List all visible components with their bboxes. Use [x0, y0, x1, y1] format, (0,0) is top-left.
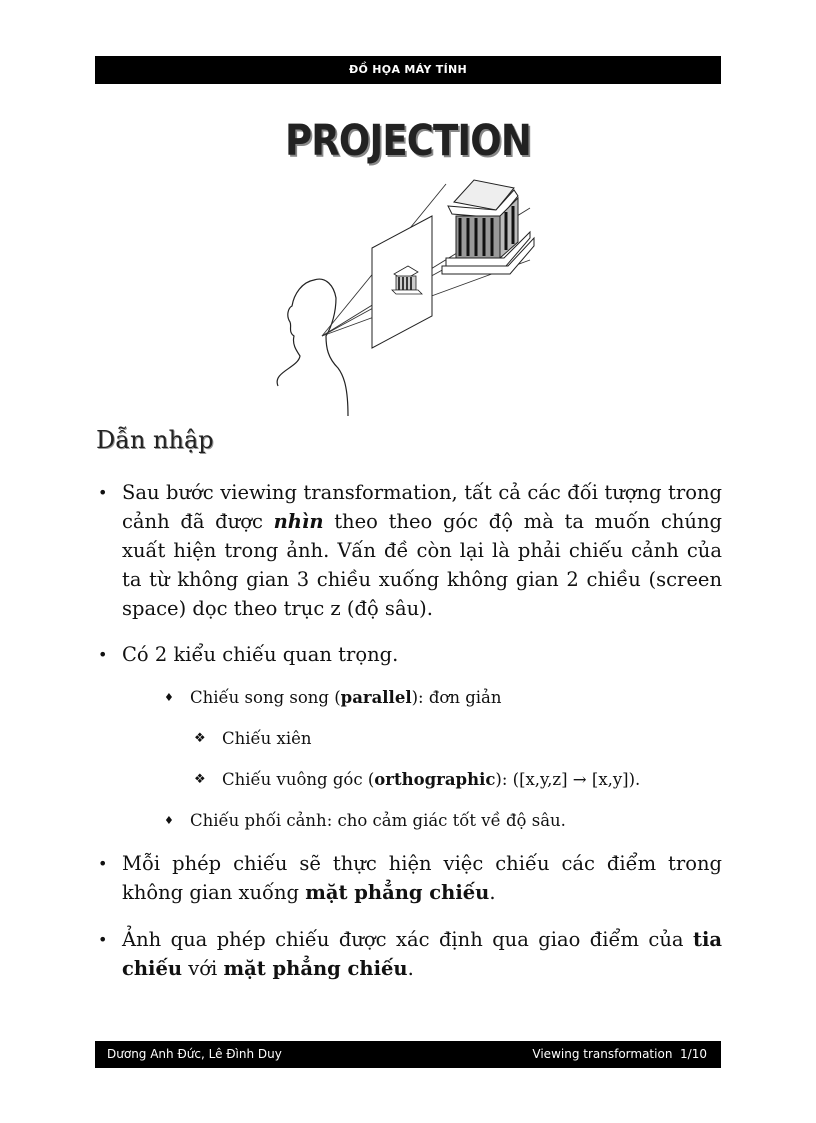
subsub-item [96, 769, 722, 791]
bullet-text: Ảnh qua phép chiếu được xác định qua giao điểm của [122, 928, 693, 951]
section-heading: Dẫn nhập [96, 426, 214, 454]
head-silhouette [277, 279, 348, 416]
clover-icon: ❖ [194, 731, 206, 746]
footer-bar [95, 1041, 721, 1068]
bullet-emphasis: nhìn [273, 510, 324, 533]
bullet-item [96, 640, 722, 669]
sub-text: ): đơn giản [411, 688, 502, 707]
sub-text: Chiếu phối cảnh: cho cảm giác tốt về độ sâu. [190, 811, 566, 830]
bullet-icon: • [98, 854, 108, 873]
header-bar [95, 56, 721, 84]
footer-authors: Dương Anh Đức, Lê Đình Duy [107, 1047, 282, 1061]
content [96, 478, 722, 983]
subsub-item [96, 728, 722, 750]
bullet-bold: mặt phẳng chiếu [305, 881, 490, 904]
bullet-bold: tia chiếu [122, 928, 722, 980]
subsub-text: Chiếu vuông góc ( [222, 770, 375, 789]
projection-illustration [268, 176, 558, 420]
subsub-text: Chiếu xiên [222, 729, 312, 748]
page-title: PROJECTION [285, 116, 531, 166]
sub-text: Chiếu song song ( [190, 688, 341, 707]
diamond-icon: ♦ [164, 814, 174, 827]
bullet-item [96, 925, 722, 983]
bullet-text: Có 2 kiểu chiếu quan trọng. [122, 643, 399, 666]
bullet-text: Sau bước viewing transformation, tất cả các đối tượng trong cảnh đã được [122, 481, 722, 533]
bullet-icon: • [98, 645, 108, 664]
clover-icon: ❖ [194, 772, 206, 787]
bullet-icon: • [98, 930, 108, 949]
bullet-item [96, 849, 722, 907]
temple-building [442, 180, 534, 274]
bullet-text: với [182, 957, 224, 980]
subsub-text: ): ([x,y,z] → [x,y]). [495, 770, 641, 789]
footer-page-info: Viewing transformation 1/10 [532, 1047, 707, 1061]
subsub-bold: orthographic [374, 770, 496, 789]
bullet-text: . [407, 957, 414, 980]
bullet-text: Mỗi phép chiếu sẽ thực hiện việc chiếu các điểm trong không gian xuống [122, 852, 722, 904]
bullet-text: theo theo góc độ mà ta muốn chúng xuất hiện trong ảnh. Vấn đề còn lại là phải chiếu cảnh của ta từ không gian 3 chiều xuống không gian 2 chiều (screen space) dọc theo trục z (độ sâu). [122, 510, 722, 620]
sub-item [96, 687, 722, 709]
projection-diagram [268, 176, 558, 420]
bullet-item [96, 478, 722, 623]
sub-bold: parallel [340, 688, 412, 707]
bullet-bold: mặt phẳng chiếu [223, 957, 408, 980]
bullet-icon: • [98, 483, 108, 502]
header-title: ĐỒ HỌA MÁY TÍNH [348, 63, 467, 76]
diamond-icon: ♦ [164, 691, 174, 704]
sub-item [96, 810, 722, 832]
bullet-text: . [489, 881, 496, 904]
